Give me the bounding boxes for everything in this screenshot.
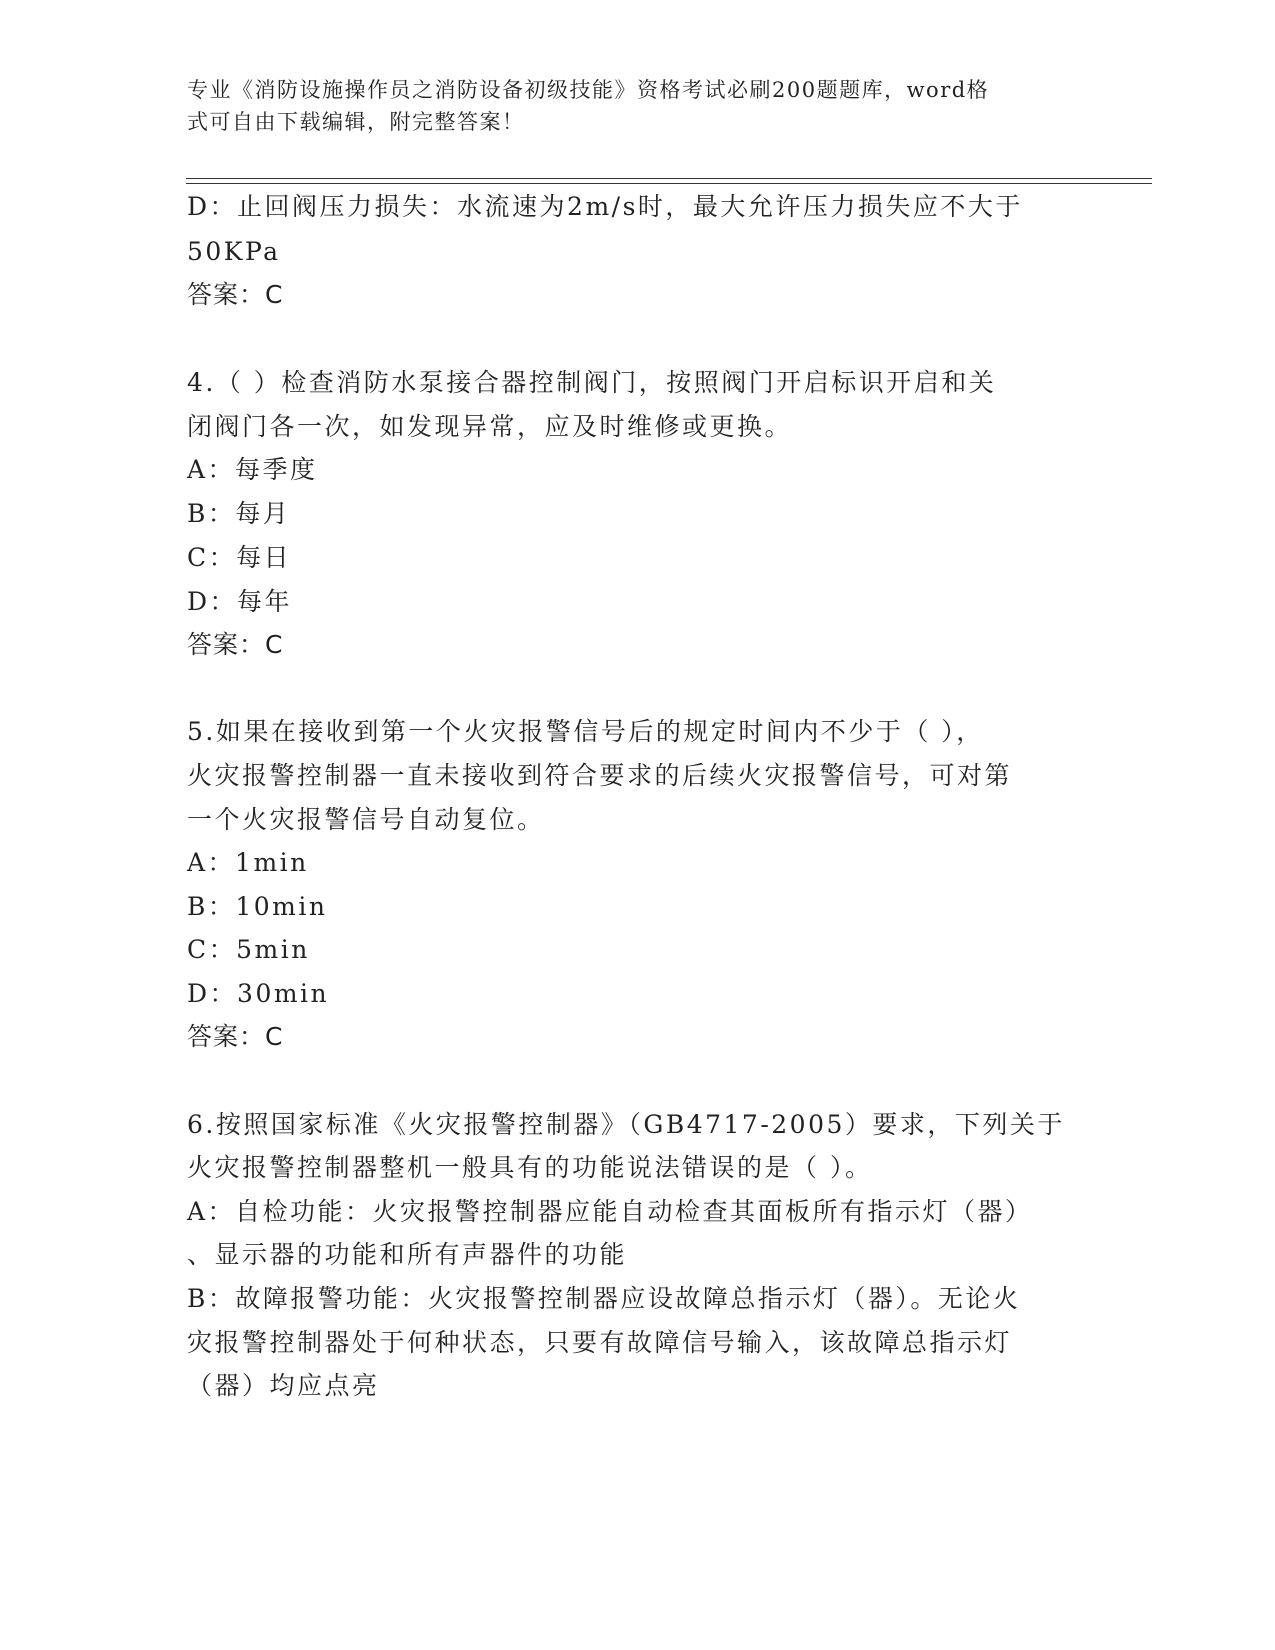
q5-stem-line-3: 一个火灾报警信号自动复位。 xyxy=(187,805,545,834)
q6-option-b-line-1: B：故障报警功能：火灾报警控制器应设故障总指示灯（器）。无论火 xyxy=(187,1284,1021,1313)
q6-stem-line-1: 6.按照国家标准《火灾报警控制器》（GB4717-2005）要求，下列关于 xyxy=(187,1110,1065,1139)
q5-stem-line-2: 火灾报警控制器一直未接收到符合要求的后续火灾报警信号，可对第 xyxy=(187,761,1013,790)
header-line-1: 专业《消防设施操作员之消防设备初级技能》资格考试必刷200题题库，word格 xyxy=(187,78,990,102)
document-header xyxy=(187,74,1067,138)
q5-option-c: C：5min xyxy=(187,935,310,964)
q6-option-b-line-2: 灾报警控制器处于何种状态，只要有故障信号输入，该故障总指示灯 xyxy=(187,1328,1013,1357)
q4-option-a: A：每季度 xyxy=(187,455,318,484)
q3-option-d-line-2: 50KPa xyxy=(187,237,281,266)
q4-option-d: D：每年 xyxy=(187,587,293,616)
q6-option-b-line-3: （器）均应点亮 xyxy=(187,1371,380,1400)
q6-stem-line-2: 火灾报警控制器整机一般具有的功能说法错误的是（ ）。 xyxy=(187,1153,873,1182)
q4-stem-line-1: 4.（ ）检查消防水泵接合器控制阀门，按照阀门开启标识开启和关 xyxy=(187,368,997,397)
q5-stem-line-1: 5.如果在接收到第一个火灾报警信号后的规定时间内不少于（ ）， xyxy=(187,717,984,746)
q5-option-b: B：10min xyxy=(187,892,328,921)
q6-option-a-line-2: 、显示器的功能和所有声器件的功能 xyxy=(187,1240,628,1269)
q4-option-c: C：每日 xyxy=(187,543,292,572)
q6-option-a-line-1: A：自检功能：火灾报警控制器应能自动检查其面板所有指示灯（器） xyxy=(187,1197,1033,1226)
header-divider-top xyxy=(186,178,1152,179)
header-divider-bottom xyxy=(186,183,1152,184)
q4-option-b: B：每月 xyxy=(187,499,291,528)
q4-answer: 答案：C xyxy=(187,630,284,659)
q5-option-a: A：1min xyxy=(187,848,309,877)
q3-option-d-line-1: D：止回阀压力损失：水流速为2m/s时，最大允许压力损失应不大于 xyxy=(187,192,1023,221)
q3-answer: 答案：C xyxy=(187,280,284,309)
q5-answer: 答案：C xyxy=(187,1022,284,1051)
q4-stem-line-2: 闭阀门各一次，如发现异常，应及时维修或更换。 xyxy=(187,412,793,441)
q5-option-d: D：30min xyxy=(187,979,330,1008)
header-line-2: 式可自由下载编辑，附完整答案！ xyxy=(187,110,525,134)
